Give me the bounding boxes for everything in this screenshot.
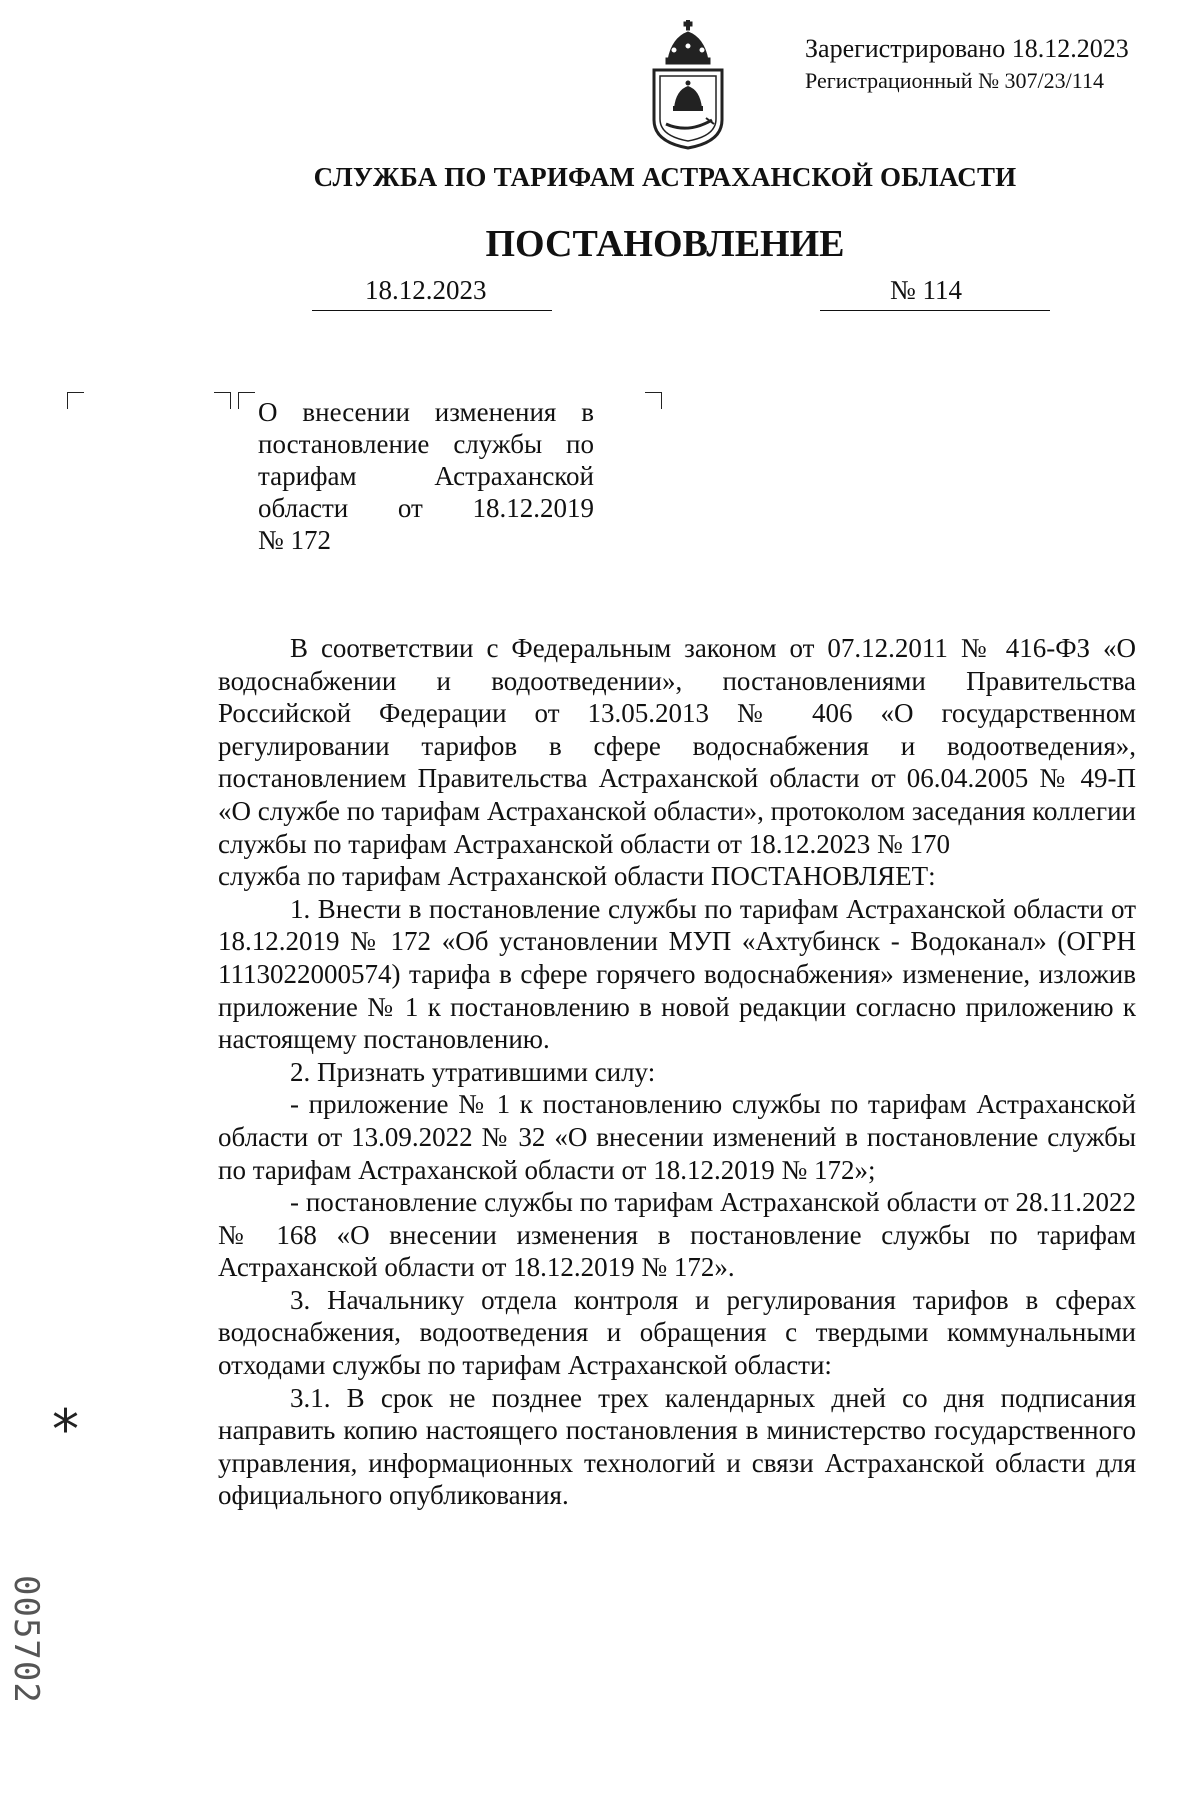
clause-2-item-1: - приложение № 1 к постановлению службы по тарифам Астраханской области от 13.09.2022 № 32 «О внесении изменений в постановление службы по тарифам Астраханской области от 18.12.2019 № 172»; xyxy=(218,1089,1136,1185)
clause-3-1: 3.1. В срок не позднее трех календарных дней со дня подписания направить копию настоящего постановления в министерство государственного управления, информационных технологий и связи Астраханской области для официального опубликования. xyxy=(218,1382,1136,1511)
corner-mark xyxy=(67,392,84,409)
clause-3: 3. Начальнику отдела контроля и регулирования тарифов в сферах водоснабжения, водоотведения и обращения с твердыми коммунальными отходами службы по тарифам Астраханской области: xyxy=(218,1284,1136,1381)
preamble-paragraph: В соответствии с Федеральным законом от 07.12.2011 № 416-ФЗ «О водоснабжении и водоотведении», постановлениями Правительства Российской Федерации от 13.05.2013 № 406 «О государственном регулировании тарифов в сфере водоснабжения и водоотведения», постановлением Правительства Астраханской области от 06.04.2005 № 49-П «О службе по тарифам Астраханской области», протоколом заседания коллегии службы по тарифам Астраханской области от 18.12.2023 № 170 xyxy=(218,633,1136,859)
corner-mark xyxy=(214,392,231,409)
registration-number: Регистрационный № 307/23/114 xyxy=(805,68,1104,93)
document-subject xyxy=(258,396,594,556)
subject-line: постановление службы по xyxy=(258,429,594,459)
margin-asterisk: * xyxy=(52,1398,79,1461)
coat-of-arms-icon xyxy=(640,20,736,150)
corner-mark xyxy=(238,392,255,409)
registration-stamp xyxy=(805,32,1185,96)
subject-line: области от 18.12.2019 xyxy=(258,493,594,523)
margin-serial-number: 005702 xyxy=(6,1575,46,1704)
corner-mark xyxy=(645,392,662,409)
subject-line: тарифам Астраханской xyxy=(258,461,594,491)
resolution-line: служба по тарифам Астраханской области ПОСТАНОВЛЯЕТ: xyxy=(218,861,936,892)
organization-name: СЛУЖБА ПО ТАРИФАМ АСТРАХАНСКОЙ ОБЛАСТИ xyxy=(313,162,1017,192)
clause-2-item-2: - постановление службы по тарифам Астраханской области от 28.11.2022 № 168 «О внесении изменения в постановление службы по тарифам Астраханской области от 18.12.2019 № 172». xyxy=(218,1187,1136,1283)
document-type-title: ПОСТАНОВЛЕНИЕ xyxy=(485,223,845,265)
document-body xyxy=(218,632,1136,1512)
clause-1: 1. Внести в постановление службы по тарифам Астраханской области от 18.12.2019 № 172 «Об установлении МУП «Ахтубинск - Водоканал» (ОГРН 1113022000574) тарифа в сфере горячего водоснабжения» изменение, изложив приложение № 1 к постановлению в новой редакции согласно приложению к настоящему постановлению. xyxy=(218,893,1136,1055)
subject-line: № 172 xyxy=(258,525,332,555)
clause-2: 2. Признать утратившими силу: xyxy=(290,1056,656,1087)
subject-line: О внесении изменения в xyxy=(258,397,594,427)
document-date: 18.12.2023 xyxy=(365,275,487,305)
registration-date: Зарегистрировано 18.12.2023 xyxy=(805,34,1129,63)
document-number: № 114 xyxy=(890,275,963,305)
